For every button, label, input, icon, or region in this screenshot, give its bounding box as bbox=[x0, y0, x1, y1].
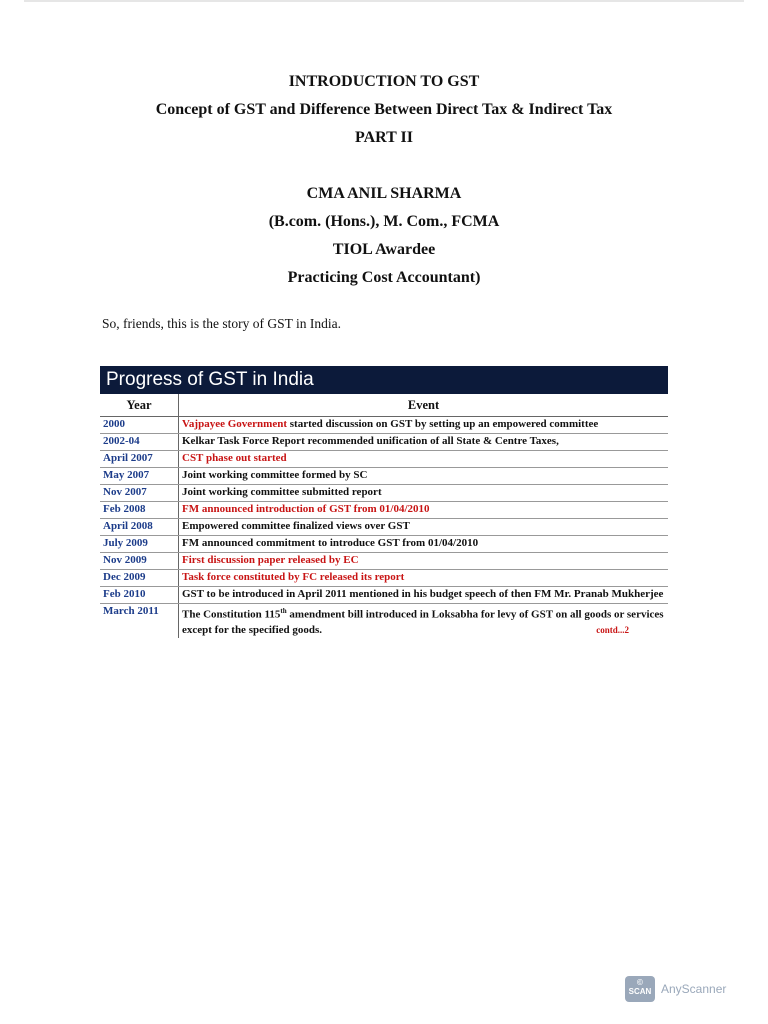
row-year: Nov 2009 bbox=[100, 553, 179, 570]
row-year: March 2011 bbox=[100, 604, 179, 638]
table-row bbox=[100, 417, 668, 434]
row-event-text: FM announced commitment to introduce GST from 01/04/2010 bbox=[182, 537, 479, 549]
row-year: 2002-04 bbox=[100, 434, 179, 451]
row-event-text: Kelkar Task Force Report recommended unification of all State & Centre Taxes, bbox=[182, 435, 559, 447]
author-qualifications: (B.com. (Hons.), M. Com., FCMA bbox=[268, 213, 500, 230]
scan-logo-symbol: © bbox=[637, 978, 643, 987]
table-row bbox=[100, 451, 668, 468]
row-event-highlight: First discussion paper released by EC bbox=[182, 554, 359, 566]
row-event-text: started discussion on GST by setting up an empowered committee bbox=[287, 418, 599, 430]
row-year: 2000 bbox=[100, 417, 179, 434]
scan-logo-label: SCAN bbox=[628, 987, 652, 996]
row-event bbox=[179, 417, 669, 434]
table-row bbox=[100, 570, 668, 587]
row-event-text-continued: amendment bill introduced in Loksabha for levy of GST on all goods or services except for the specified goods. bbox=[182, 608, 664, 636]
row-year: Feb 2008 bbox=[100, 502, 179, 519]
table-row bbox=[100, 519, 668, 536]
table-row bbox=[100, 502, 668, 519]
row-event-text: Joint working committee formed by SC bbox=[182, 469, 368, 481]
column-header-event: Event bbox=[179, 394, 669, 417]
intro-paragraph: So, friends, this is the story of GST in India. bbox=[102, 316, 341, 331]
row-event-highlight: Task force constituted by FC released its report bbox=[182, 571, 405, 583]
table-row bbox=[100, 604, 668, 638]
row-year: May 2007 bbox=[100, 468, 179, 485]
scanner-watermark bbox=[625, 976, 726, 1002]
row-year: Dec 2009 bbox=[100, 570, 179, 587]
column-header-year: Year bbox=[100, 394, 179, 417]
row-event bbox=[179, 570, 669, 587]
row-event bbox=[179, 519, 669, 536]
author-profession: Practicing Cost Accountant) bbox=[287, 269, 481, 286]
author-name: CMA ANIL SHARMA bbox=[306, 185, 462, 202]
progress-table bbox=[100, 394, 668, 638]
document-header bbox=[0, 68, 768, 152]
gst-progress-table bbox=[100, 366, 668, 638]
author-award: TIOL Awardee bbox=[332, 241, 436, 258]
row-event bbox=[179, 536, 669, 553]
row-year: Feb 2010 bbox=[100, 587, 179, 604]
row-event bbox=[179, 485, 669, 502]
document-part: PART II bbox=[355, 129, 413, 146]
row-event-text: Empowered committee finalized views over GST bbox=[182, 520, 410, 532]
row-event bbox=[179, 604, 669, 638]
row-year: Nov 2007 bbox=[100, 485, 179, 502]
document-title: INTRODUCTION TO GST bbox=[288, 73, 480, 90]
scan-logo-icon bbox=[625, 976, 655, 1002]
table-row bbox=[100, 485, 668, 502]
scanner-app-name: AnyScanner bbox=[661, 982, 727, 996]
table-row bbox=[100, 536, 668, 553]
row-event bbox=[179, 587, 669, 604]
row-event-highlight: FM announced introduction of GST from 01/04/2010 bbox=[182, 503, 430, 515]
row-event bbox=[179, 468, 669, 485]
table-header-row bbox=[100, 394, 668, 417]
row-year: April 2008 bbox=[100, 519, 179, 536]
row-year: July 2009 bbox=[100, 536, 179, 553]
row-event-highlight: CST phase out started bbox=[182, 452, 287, 464]
table-row bbox=[100, 468, 668, 485]
author-block bbox=[0, 180, 768, 292]
table-banner: Progress of GST in India bbox=[100, 366, 668, 394]
row-event-superscript: th bbox=[280, 607, 287, 615]
table-row bbox=[100, 553, 668, 570]
row-event bbox=[179, 451, 669, 468]
row-event-text: Joint working committee submitted report bbox=[182, 486, 382, 498]
table-row bbox=[100, 587, 668, 604]
row-year: April 2007 bbox=[100, 451, 179, 468]
row-event bbox=[179, 553, 669, 570]
table-body bbox=[100, 417, 668, 638]
document-subtitle: Concept of GST and Difference Between Direct Tax & Indirect Tax bbox=[155, 101, 613, 118]
table-row bbox=[100, 434, 668, 451]
row-event bbox=[179, 434, 669, 451]
row-event-highlight: Vajpayee Government bbox=[182, 418, 287, 430]
row-event-text: GST to be introduced in April 2011 mentioned in his budget speech of then FM Mr. Pranab Mukherjee bbox=[182, 588, 664, 600]
row-event bbox=[179, 502, 669, 519]
continued-note: contd...2 bbox=[596, 624, 629, 635]
row-event-text: The Constitution 115 bbox=[182, 608, 281, 621]
page-top-edge bbox=[24, 0, 744, 2]
